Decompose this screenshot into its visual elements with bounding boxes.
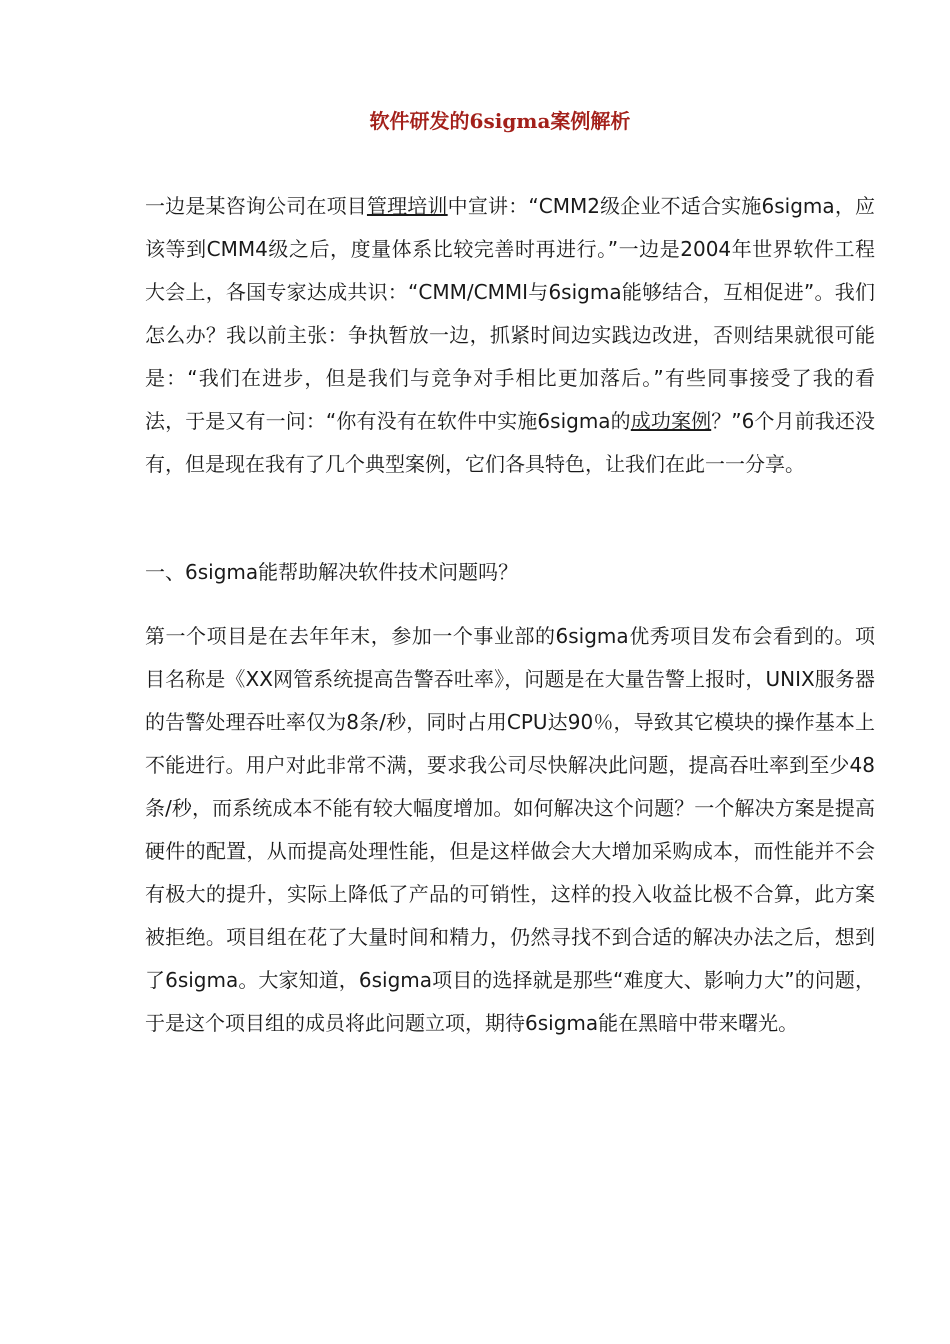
- intro-text-part2: 中宣讲：“CMM2级企业不适合实施6sigma，应该等到CMM4级之后，度量体系比较完善时再进行。”一边是2004年世界软件工程大会上，各国专家达成共识：“CMM/CMMI与6sigma能够结合，互相促进”。我们怎么办？我以前主张：争执暂放一边，抓紧时间边实践边改进，否则结果就很可能是：“我们在进步，但是我们与竞争对手相比更加落后。”有些同事接受了我的看法，于是又有一问：“你有没有在软件中实施6sigma的: [145, 194, 876, 433]
- intro-paragraph: [145, 185, 875, 486]
- section-heading-1: 一、6sigma能帮助解决软件技术问题吗？: [145, 560, 519, 584]
- document-title: 软件研发的6sigma案例解析: [369, 109, 631, 133]
- intro-text-part3: ？”6个月前我还没有，但是现在我有了几个典型案例，它们各具特色，让我们在此一一分享。: [145, 409, 876, 476]
- intro-text-part1: 一边是某咨询公司在项目: [145, 194, 367, 218]
- case-paragraph-1: 第一个项目是在去年年末，参加一个事业部的6sigma优秀项目发布会看到的。项目名称是《XX网管系统提高告警吞吐率》，问题是在大量告警上报时，UNIX服务器的告警处理吞吐率仅为8条/秒，同时占用CPU达90％，导致其它模块的操作基本上不能进行。用户对此非常不满，要求我公司尽快解决此问题，提高吞吐率到至少48条/秒，而系统成本不能有较大幅度增加。如何解决这个问题？一个解决方案是提高硬件的配置，从而提高处理性能，但是这样做会大大增加采购成本，而性能并不会有极大的提升，实际上降低了产品的可销性，这样的投入收益比极不合算，此方案被拒绝。项目组在花了大量时间和精力，仍然寻找不到合适的解决办法之后，想到了6sigma。大家知道，6sigma项目的选择就是那些“难度大、影响力大”的问题，于是这个项目组的成员将此问题立项，期待6sigma能在黑暗中带来曙光。: [145, 624, 875, 1035]
- success-case-link[interactable]: 成功案例: [630, 409, 712, 433]
- management-training-link[interactable]: 管理培训: [366, 194, 448, 218]
